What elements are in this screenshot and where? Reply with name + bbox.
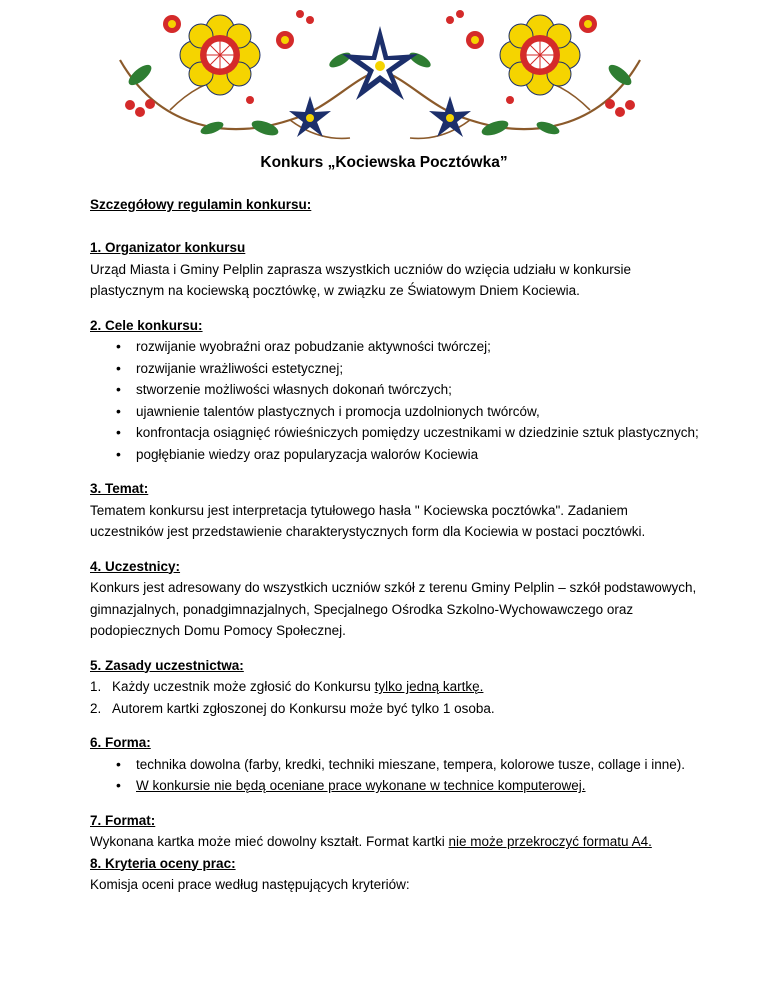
regulations-subtitle: Szczegółowy regulamin konkursu: <box>90 197 312 212</box>
list-item: • konfrontacja osiągnięć rówieśniczych pomiędzy uczestnikami w dziedzinie sztuk plastycznych; <box>90 422 700 444</box>
underlined-text: nie może przekroczyć formatu A4. <box>448 834 652 849</box>
list-item: 2. Autorem kartki zgłoszonej do Konkursu może być tylko 1 osoba. <box>90 700 495 716</box>
section-8-text: Komisja oceni prace według następujących kryteriów: <box>90 877 410 892</box>
list-item: • rozwijanie wrażliwości estetycznej; <box>90 358 700 380</box>
section-7-heading: 7. Format: <box>90 812 156 828</box>
section-1-text: Urząd Miasta i Gminy Pelplin zaprasza wszystkich uczniów do wzięcia udziału w konkursie plastycznym na kociewską pocztówkę, w związku ze Światowym Dniem Kociewia. <box>90 261 631 298</box>
section-3-text: Tematem konkursu jest interpretacja tytułowego hasła " Kociewska pocztówka". Zadaniem uczestników jest przedstawienie charakterystycznych form dla Kociewia w postaci pocztówki. <box>90 502 646 539</box>
section-3-heading: 3. Temat: <box>90 481 149 496</box>
underlined-text: W konkursie nie będą oceniane prace wykonane w technice komputerowej. <box>136 778 586 793</box>
page-title: Konkurs „Kociewska Pocztówka” <box>260 154 508 171</box>
section-6-heading: 6. Forma: <box>90 735 151 750</box>
list-item: • rozwijanie wyobraźni oraz pobudzanie aktywności twórczej; <box>90 336 700 358</box>
section-2-heading: 2. Cele konkursu: <box>90 317 203 333</box>
section-1-heading: 1. Organizator konkursu <box>90 240 246 255</box>
section-8-heading: 8. Kryteria oceny prac: <box>90 855 236 871</box>
list-item: • pogłębianie wiedzy oraz popularyzacja walorów Kociewia <box>90 444 700 466</box>
list-item <box>90 775 700 797</box>
list-item: 1. Każdy uczestnik może zgłosić do Konkursu tylko jedną kartkę. <box>90 679 484 694</box>
rules-list <box>90 676 700 719</box>
section-5-heading: 5. Zasady uczestnictwa: <box>90 657 244 673</box>
section-7-text: Wykonana kartka może mieć dowolny kształt. Format kartki nie może przekroczyć formatu A4. <box>90 834 652 849</box>
list-item: • technika dowolna (farby, kredki, techniki mieszane, tempera, kolorowe tusze, collage i inne). <box>90 754 700 776</box>
regulations-body <box>90 194 700 896</box>
list-item: • ujawnienie talentów plastycznych i promocja uzdolnionych twórców, <box>90 401 700 423</box>
section-4-heading: 4. Uczestnicy: <box>90 558 181 574</box>
kociewie-floral-ornament <box>100 0 660 152</box>
goals-list <box>90 336 700 465</box>
form-list <box>90 754 700 797</box>
list-item: • stworzenie możliwości własnych dokonań twórczych; <box>90 379 700 401</box>
underlined-text: tylko jedną kartkę. <box>374 679 484 694</box>
section-4-text: Konkurs jest adresowany do wszystkich uczniów szkół z terenu Gminy Pelplin – szkół podstawowych, gimnazjalnych, ponadgimnazjalnych, Specjalnego Ośrodka Szkolno-Wychowawczego oraz podopiecznych Domu Pomocy Społecznej. <box>90 580 697 638</box>
